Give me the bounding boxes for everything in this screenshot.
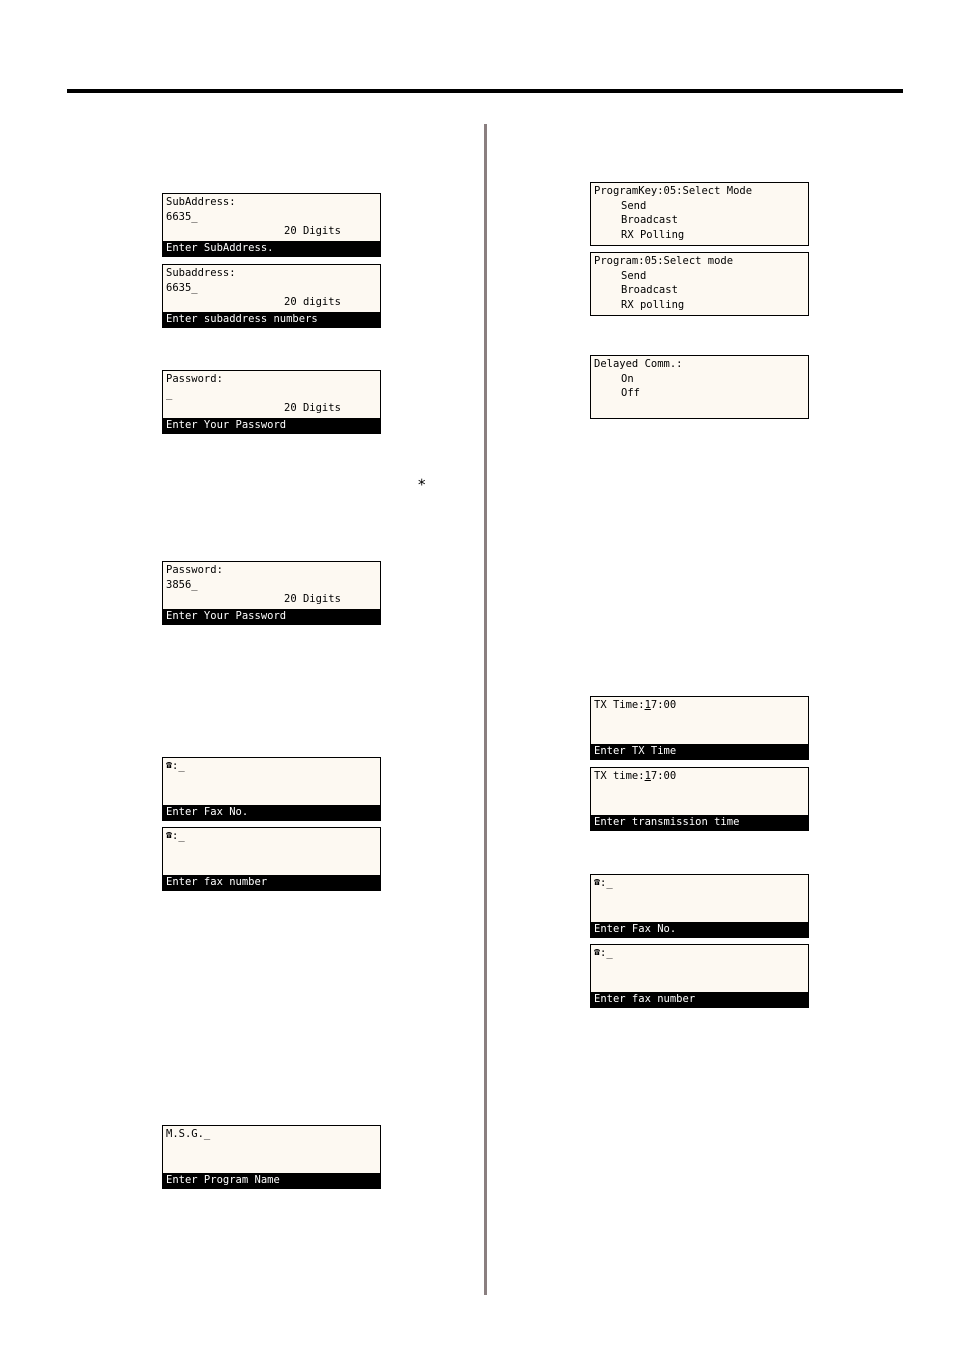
lcd-option-rx-polling: RX polling <box>621 298 685 311</box>
lcd-line-fax <box>166 759 377 774</box>
lcd-option-broadcast: Broadcast <box>621 214 678 226</box>
lcd-subaddress-alt <box>162 264 381 328</box>
lcd-option-broadcast: Broadcast <box>621 284 678 296</box>
lcd-program-select-mode <box>590 252 809 316</box>
lcd-fax-alt-right <box>590 944 809 1008</box>
lcd-line-digits: 20 Digits <box>284 593 341 605</box>
lcd-line-value: 6635_ <box>166 210 198 223</box>
lcd-fax-cursor: :_ <box>172 760 185 772</box>
lcd-option-rx-polling: RX Polling <box>621 228 685 241</box>
lcd-line-tx-time <box>594 698 805 713</box>
tx-time-label: TX time: <box>594 770 645 782</box>
lcd-password-filled <box>162 561 381 625</box>
lcd-line-value: 3856_ <box>166 578 198 591</box>
tx-time-rest: 7:00 <box>650 699 677 711</box>
lcd-status-bar: Enter fax number <box>163 875 380 890</box>
lcd-fax-cursor: :_ <box>600 947 613 959</box>
lcd-line-value: 6635_ <box>166 281 198 294</box>
lcd-fax-cursor: :_ <box>172 830 185 842</box>
lcd-status-bar: Enter Fax No. <box>163 805 380 820</box>
lcd-status-bar: Enter fax number <box>591 992 808 1007</box>
lcd-line-label: Subaddress: <box>166 267 236 279</box>
lcd-line-digits: 20 digits <box>284 296 341 308</box>
phone-icon: ☎ <box>594 877 601 888</box>
lcd-line-title: Program:05:Select mode <box>594 255 734 267</box>
lcd-subaddress-en <box>162 193 381 257</box>
phone-icon: ☎ <box>166 760 173 771</box>
lcd-line-label: SubAddress: <box>166 196 236 208</box>
lcd-status-bar: Enter Your Password <box>163 609 380 624</box>
phone-icon: ☎ <box>594 947 601 958</box>
lcd-fax-en <box>162 757 381 821</box>
lcd-line-value: _ <box>166 387 173 400</box>
lcd-line-tx-time <box>594 769 805 784</box>
lcd-line-label: Password: <box>166 373 223 385</box>
lcd-line-label: Password: <box>166 564 223 576</box>
lcd-option-send: Send <box>621 269 647 282</box>
lcd-programkey-select-mode <box>590 182 809 246</box>
tx-time-label: TX Time: <box>594 699 645 711</box>
lcd-delayed-comm <box>590 355 809 419</box>
lcd-option-send: Send <box>621 199 647 212</box>
lcd-status-bar: Enter Program Name <box>163 1173 380 1188</box>
lcd-status-bar: Enter Your Password <box>163 418 380 433</box>
lcd-status-bar: Enter transmission time <box>591 815 808 830</box>
lcd-line-fax <box>594 946 805 961</box>
phone-icon: ☎ <box>166 830 173 841</box>
lcd-status-bar: Enter subaddress numbers <box>163 312 380 327</box>
lcd-fax-en-right <box>590 874 809 938</box>
lcd-line-digits: 20 Digits <box>284 402 341 414</box>
lcd-fax-cursor: :_ <box>600 877 613 889</box>
lcd-line-title: ProgramKey:05:Select Mode <box>594 185 753 197</box>
lcd-program-name <box>162 1125 381 1189</box>
tx-time-cursor-digit: 1 <box>644 699 651 711</box>
tx-time-rest: 7:00 <box>650 770 677 782</box>
lcd-tx-time-alt <box>590 767 809 831</box>
lcd-fax-alt <box>162 827 381 891</box>
lcd-option-on: On <box>621 372 634 385</box>
lcd-line-fax <box>594 876 805 891</box>
asterisk-icon: ⁎ <box>418 471 426 489</box>
lcd-status-bar: Enter TX Time <box>591 744 808 759</box>
lcd-line-name: M.S.G._ <box>166 1128 211 1140</box>
lcd-password-empty <box>162 370 381 434</box>
column-divider <box>484 124 487 1295</box>
lcd-status-bar: Enter SubAddress. <box>163 241 380 256</box>
lcd-option-off: Off <box>621 387 640 399</box>
lcd-line-fax <box>166 829 377 844</box>
header-rule <box>67 89 903 93</box>
tx-time-cursor-digit: 1 <box>644 770 651 782</box>
lcd-status-bar: Enter Fax No. <box>591 922 808 937</box>
lcd-line-digits: 20 Digits <box>284 225 341 237</box>
lcd-line-title: Delayed Comm.: <box>594 358 683 370</box>
lcd-tx-time-en <box>590 696 809 760</box>
